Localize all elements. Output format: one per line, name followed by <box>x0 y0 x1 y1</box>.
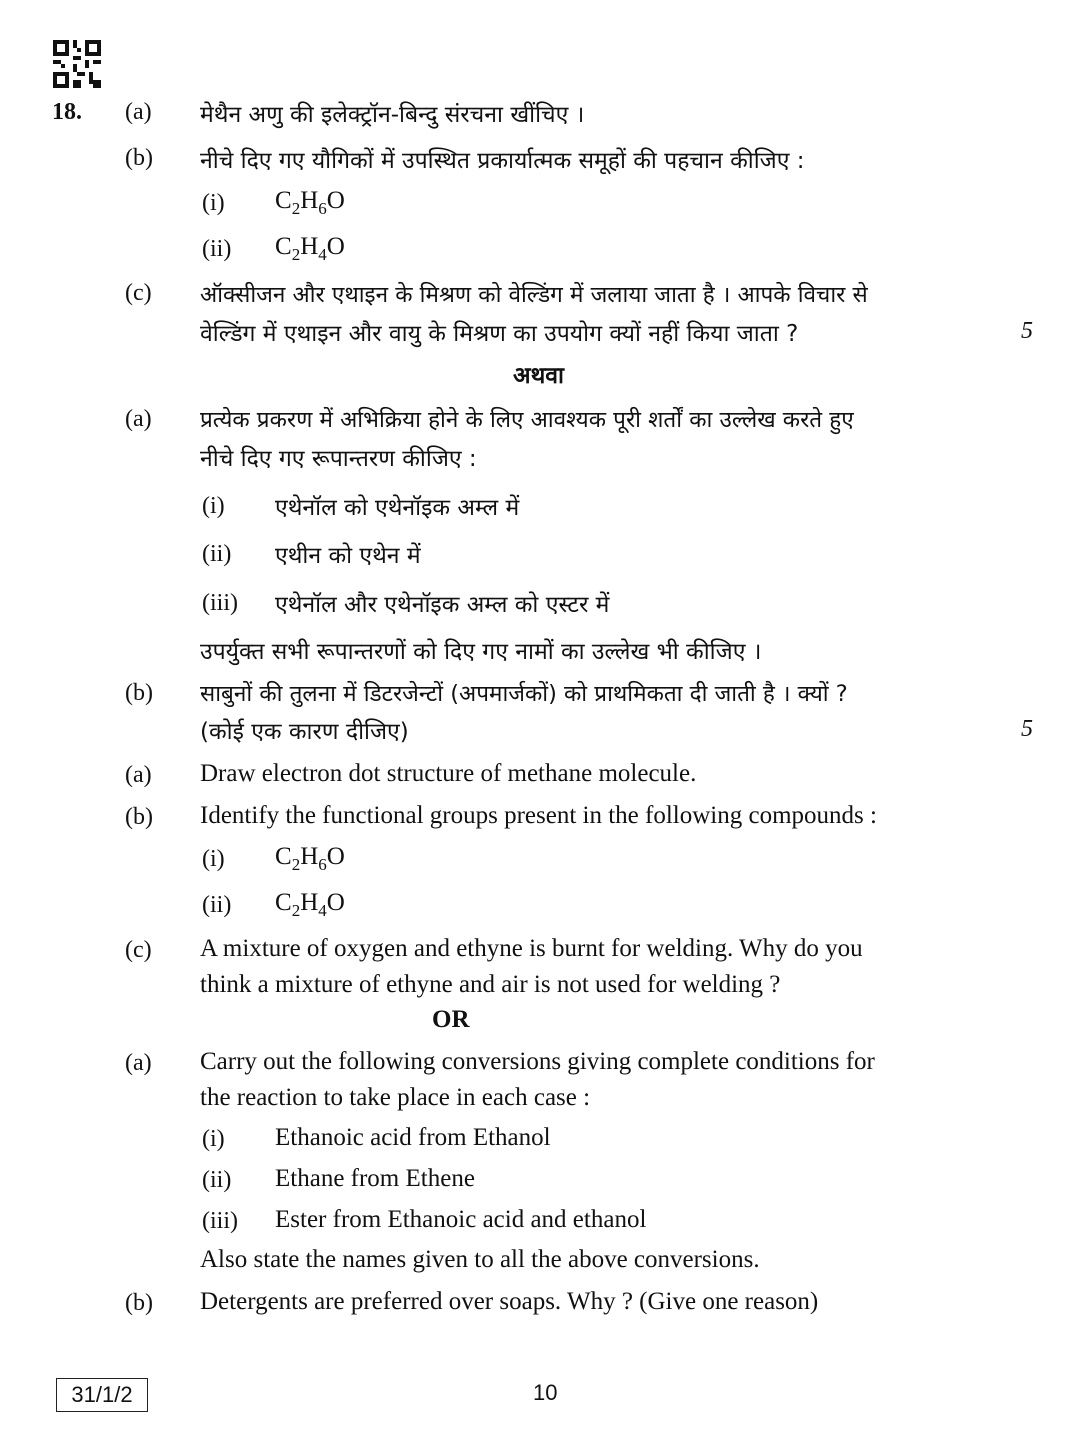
hindi-alt-b-line1: साबुनों की तुलना में डिटरजेन्टों (अपमार्जकों) को प्राथमिकता दी जाती है । क्यों ? <box>200 681 848 707</box>
english-b-i-label: (i) <box>202 846 225 872</box>
english-b-ii-formula: $C_2H_4O$ <box>275 889 345 920</box>
english-a-text: Draw electron dot structure of methane molecule. <box>200 760 697 787</box>
hindi-or-heading: अथवा <box>513 363 565 389</box>
english-b-i-formula: $C_2H_6O$ <box>275 843 345 874</box>
hindi-alt-ii-label: (ii) <box>202 541 232 567</box>
english-c-line2: think a mixture of ethyne and air is not used for welding ? <box>200 971 781 998</box>
hindi-alt-b-label: (b) <box>125 680 153 706</box>
paper-code: 31/1/2 <box>56 1378 148 1412</box>
english-alt-b-text: Detergents are preferred over soaps. Why ? (Give one reason) <box>200 1288 819 1315</box>
hindi-b-i-formula: $C_2H_6O$ <box>275 187 345 218</box>
hindi-alt-iii-label: (iii) <box>202 590 238 616</box>
qr-code-icon <box>53 40 101 88</box>
english-b-ii-label: (ii) <box>202 892 232 918</box>
english-alt-a-line2: the reaction to take place in each case : <box>200 1084 591 1111</box>
hindi-b-label: (b) <box>125 145 153 171</box>
english-or-heading: OR <box>432 1006 470 1033</box>
english-alt-i-text: Ethanoic acid from Ethanol <box>275 1124 551 1151</box>
english-alt-iii-label: (iii) <box>202 1208 238 1234</box>
english-alt-i-label: (i) <box>202 1126 225 1152</box>
marks-2: 5 <box>1021 716 1033 742</box>
hindi-b-i-label: (i) <box>202 190 225 216</box>
page-number: 10 <box>533 1380 558 1405</box>
english-alt-ii-text: Ethane from Ethene <box>275 1165 475 1192</box>
hindi-a-text: मेथैन अणु की इलेक्ट्रॉन-बिन्दु संरचना खींचिए । <box>200 102 585 128</box>
english-alt-b-label: (b) <box>125 1290 153 1316</box>
question-number: 18. <box>52 99 82 125</box>
hindi-alt-a-label: (a) <box>125 406 152 432</box>
hindi-alt-ii-text: एथीन को एथेन में <box>275 543 421 569</box>
english-c-label: (c) <box>125 937 152 963</box>
marks-1: 5 <box>1021 318 1033 344</box>
english-b-label: (b) <box>125 804 153 830</box>
english-alt-iii-text: Ester from Ethanoic acid and ethanol <box>275 1206 647 1233</box>
english-alt-a-label: (a) <box>125 1050 152 1076</box>
english-alt-ii-label: (ii) <box>202 1167 232 1193</box>
english-c-line1: A mixture of oxygen and ethyne is burnt for welding. Why do you <box>200 935 863 962</box>
hindi-alt-a-line2: नीचे दिए गए रूपान्तरण कीजिए : <box>200 446 477 472</box>
hindi-a-label: (a) <box>125 99 152 125</box>
english-alt-a-line1: Carry out the following conversions giving complete conditions for <box>200 1048 875 1075</box>
hindi-alt-a-line1: प्रत्येक प्रकरण में अभिक्रिया होने के लिए आवश्यक पूरी शर्तों का उल्लेख करते हुए <box>200 407 854 433</box>
hindi-alt-i-text: एथेनॉल को एथेनॉइक अम्ल में <box>275 495 520 521</box>
hindi-c-line2: वेल्डिंग में एथाइन और वायु के मिश्रण का उपयोग क्यों नहीं किया जाता ? <box>200 321 799 347</box>
hindi-alt-b-line2: (कोई एक कारण दीजिए) <box>200 719 409 745</box>
hindi-alt-iii-text: एथेनॉल और एथेनॉइक अम्ल को एस्टर में <box>275 592 610 618</box>
hindi-alt-note: उपर्युक्त सभी रूपान्तरणों को दिए गए नामों का उल्लेख भी कीजिए । <box>200 639 762 665</box>
hindi-b-ii-formula: $C_2H_4O$ <box>275 233 345 264</box>
hindi-c-label: (c) <box>125 280 152 306</box>
english-b-text: Identify the functional groups present in the following compounds : <box>200 802 877 829</box>
english-a-label: (a) <box>125 762 152 788</box>
english-alt-note: Also state the names given to all the above conversions. <box>200 1246 760 1273</box>
hindi-b-ii-label: (ii) <box>202 236 232 262</box>
hindi-c-line1: ऑक्सीजन और एथाइन के मिश्रण को वेल्डिंग में जलाया जाता है । आपके विचार से <box>200 282 868 308</box>
hindi-b-text: नीचे दिए गए यौगिकों में उपस्थित प्रकार्यात्मक समूहों की पहचान कीजिए : <box>200 148 805 174</box>
hindi-alt-i-label: (i) <box>202 493 225 519</box>
